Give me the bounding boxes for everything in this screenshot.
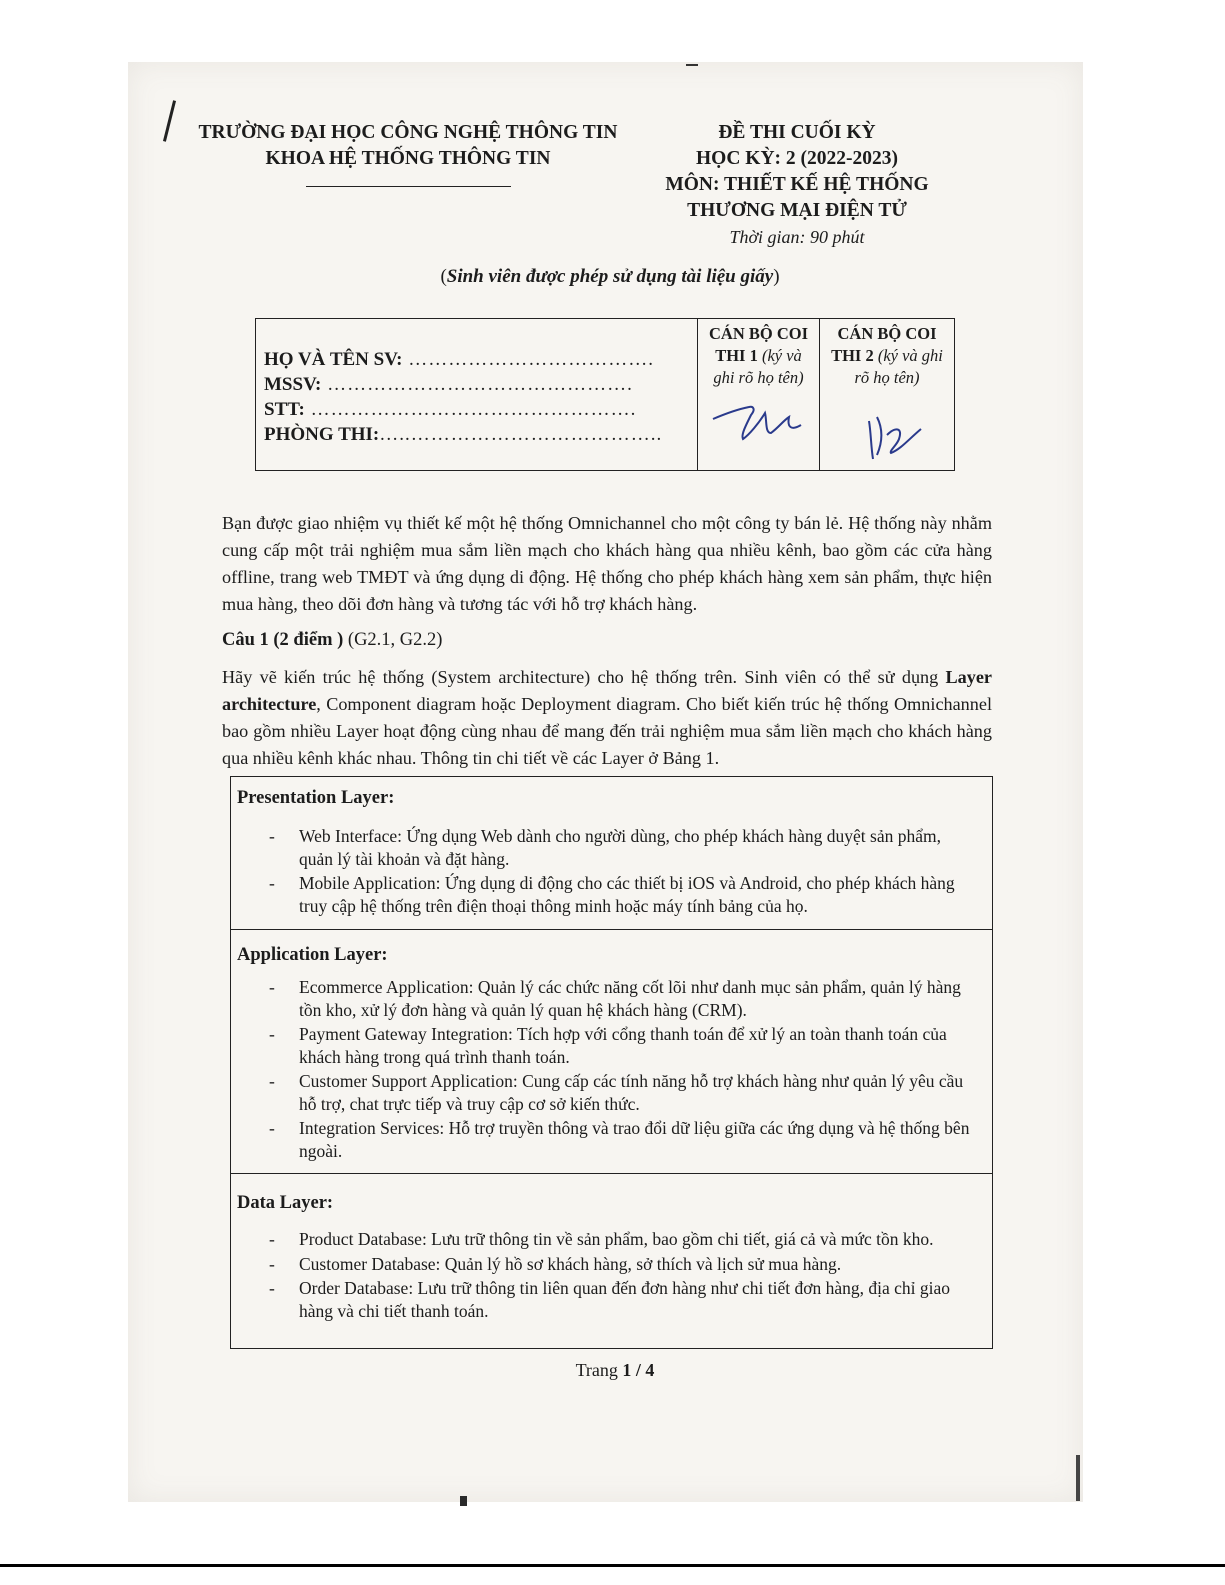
proctor-1-sub1: (ký và (761, 346, 802, 365)
bottom-ink-mark (460, 1496, 467, 1506)
question-1-bold-term: Layer architecture (222, 667, 992, 714)
list-item: - Customer Database: Quản lý hồ sơ khách hàng, sở thích và lịch sử mua hàng. (237, 1253, 992, 1276)
exam-header (652, 120, 942, 250)
faculty-name: KHOA HỆ THỐNG THÔNG TIN (265, 148, 551, 169)
list-item: - Integration Services: Hỗ trợ truyền thông và trao đổi dữ liệu giữa các ứng dụng và hệ thống bên ngoài. (237, 1117, 992, 1162)
note-open-paren: ( (440, 266, 447, 287)
exam-time: Thời gian: 90 phút (729, 227, 865, 247)
proctor-2-cell (820, 319, 954, 470)
question-1-text (222, 664, 992, 772)
exam-room-field (264, 422, 697, 447)
data-layer-list (237, 1228, 992, 1322)
question-1-label: Câu 1 (2 điểm ) (222, 630, 344, 650)
presentation-layer-list (237, 825, 992, 917)
name-label: HỌ VÀ TÊN SV: (264, 349, 403, 370)
presentation-layer-section (231, 785, 992, 929)
application-layer-section (231, 929, 992, 1173)
room-dots: …..……………………………….. (379, 424, 663, 445)
application-layer-list (237, 976, 992, 1162)
id-label: MSSV: (264, 374, 322, 395)
page-number (520, 1360, 710, 1381)
proctor-2-sub1: (ký và ghi (877, 346, 943, 365)
exam-subject-line2: THƯƠNG MẠI ĐIỆN TỬ (687, 200, 907, 221)
list-item: - Web Interface: Ứng dụng Web dành cho người dùng, cho phép khách hàng duyệt sản phẩm, quản lý tài khoản và đặt hàng. (237, 825, 992, 870)
intro-paragraph: Bạn được giao nhiệm vụ thiết kế một hệ thống Omnichannel cho một công ty bán lẻ. Hệ thống này nhằm cung cấp một trải nghiệm mua sắm liền mạch cho khách hàng qua nhiều kênh, bao gồm các cửa hàng offline, trang web TMĐT và ứng dụng di động. Hệ thống cho phép khách hàng xem sản phẩm, thực hiện mua hàng, theo dõi đơn hàng và tương tác với hỗ trợ khách hàng. (222, 513, 992, 614)
list-item: - Order Database: Lưu trữ thông tin liên quan đến đơn hàng như chi tiết đơn hàng, địa chỉ giao hàng và chi tiết thanh toán. (237, 1277, 992, 1322)
top-dash-mark (686, 64, 698, 66)
presentation-layer-title: Presentation Layer: (237, 788, 395, 808)
room-label: PHÒNG THI: (264, 424, 380, 445)
order-label: STT: (264, 399, 305, 420)
order-number-field (264, 397, 697, 422)
proctor-2-title: CÁN BỘ COI (837, 324, 937, 343)
proctor-1-signature (709, 397, 809, 447)
scan-bottom-border (0, 1564, 1225, 1567)
student-info-table (255, 318, 955, 471)
name-dots: ………………………………. (402, 349, 655, 370)
header-underline (306, 186, 511, 187)
exam-title: ĐỀ THI CUỐI KỲ (718, 122, 876, 143)
data-layer-title: Data Layer: (237, 1193, 334, 1213)
list-item: - Payment Gateway Integration: Tích hợp với cổng thanh toán để xử lý an toàn thanh toán của khách hàng trong quá trình thanh toán. (237, 1023, 992, 1068)
exam-subject-line1: MÔN: THIẾT KẾ HỆ THỐNG (665, 174, 929, 195)
proctor-2-sub2: rõ họ tên) (854, 368, 920, 387)
layer-table (230, 776, 993, 1349)
question-1-heading (222, 630, 442, 651)
order-dots: …………………………………………. (304, 399, 637, 420)
student-name-field (264, 347, 697, 372)
list-item: - Product Database: Lưu trữ thông tin về sản phẩm, bao gồm chi tiết, giá cả và mức tồn kho. (237, 1228, 992, 1251)
page-count: 1 / 4 (622, 1360, 655, 1380)
note-close-paren: ) (773, 266, 780, 287)
proctor-1-sub2: ghi rõ họ tên) (713, 368, 804, 387)
note-text: Sinh viên được phép sử dụng tài liệu giấy (446, 266, 774, 287)
id-dots: ………………………………………. (321, 374, 633, 395)
exam-semester: HỌC KỲ: 2 (2022-2023) (695, 148, 899, 169)
student-fields (256, 319, 698, 470)
proctor-1-number: THI 1 (715, 346, 758, 365)
institution-header (198, 120, 618, 187)
edge-shadow-mark (1076, 1455, 1080, 1501)
question-1-text-a: Hãy vẽ kiến trúc hệ thống (System architecture) cho hệ thống trên. Sinh viên có thể sử dụng (222, 667, 946, 687)
proctor-2-number: THI 2 (831, 346, 874, 365)
proctor-2-signature (837, 407, 937, 462)
data-layer-section (231, 1173, 992, 1348)
list-item: - Ecommerce Application: Quản lý các chức năng cốt lõi như danh mục sản phẩm, quản lý hàng tồn kho, xử lý đơn hàng và quản lý quan hệ khách hàng (CRM). (237, 976, 992, 1021)
proctor-1-cell (698, 319, 820, 470)
list-item: - Customer Support Application: Cung cấp các tính năng hỗ trợ khách hàng như quản lý yêu cầu hỗ trợ, chat trực tiếp và truy cập cơ sở kiến thức. (237, 1070, 992, 1115)
list-item: - Mobile Application: Ứng dụng di động cho các thiết bị iOS và Android, cho phép khách hàng truy cập hệ thống trên điện thoại thông minh hoặc máy tính bảng của họ. (237, 872, 992, 917)
page-prefix: Trang (575, 1360, 623, 1380)
question-1-goals: (G2.1, G2.2) (343, 630, 443, 650)
materials-note (330, 266, 890, 288)
application-layer-title: Application Layer: (237, 945, 388, 965)
question-1-text-b: , Component diagram hoặc Deployment diagram. Cho biết kiến trúc hệ thống Omnichannel bao gồm nhiều Layer hoạt động cùng nhau để mang đến trải nghiệm mua sắm liền mạch cho khách hàng qua nhiều kênh khác nhau. Thông tin chi tiết về các Layer ở Bảng 1. (222, 694, 992, 768)
proctor-1-title: CÁN BỘ COI (708, 324, 808, 343)
student-id-field (264, 372, 697, 397)
university-name: TRƯỜNG ĐẠI HỌC CÔNG NGHỆ THÔNG TIN (198, 122, 618, 143)
